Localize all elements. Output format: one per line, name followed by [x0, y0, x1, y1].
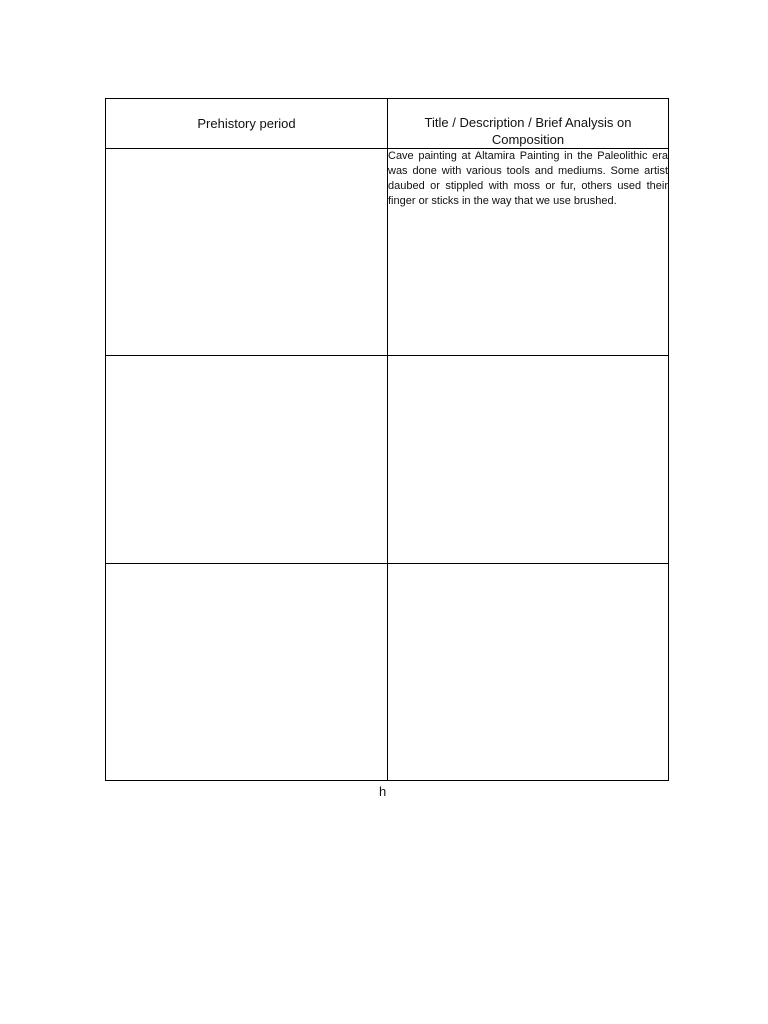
table-row	[106, 149, 669, 356]
footer-mark: h	[379, 784, 387, 799]
period-cell	[106, 356, 388, 564]
period-cell	[106, 149, 388, 356]
prehistory-worksheet-table	[105, 98, 669, 781]
header-prehistory-period: Prehistory period	[106, 99, 388, 149]
period-cell	[106, 564, 388, 781]
description-cell: Cave painting at Altamira Painting in the Paleolithic era was done with various tools and mediums. Some artist daubed or stippled with moss or fur, others used their finger or sticks in the way that we use brushed.	[388, 149, 669, 356]
table-header-row	[106, 99, 669, 149]
table-row	[106, 564, 669, 781]
header-title-description: Title / Description / Brief Analysis on Composition	[388, 99, 669, 149]
description-cell	[388, 356, 669, 564]
description-cell	[388, 564, 669, 781]
table-row	[106, 356, 669, 564]
